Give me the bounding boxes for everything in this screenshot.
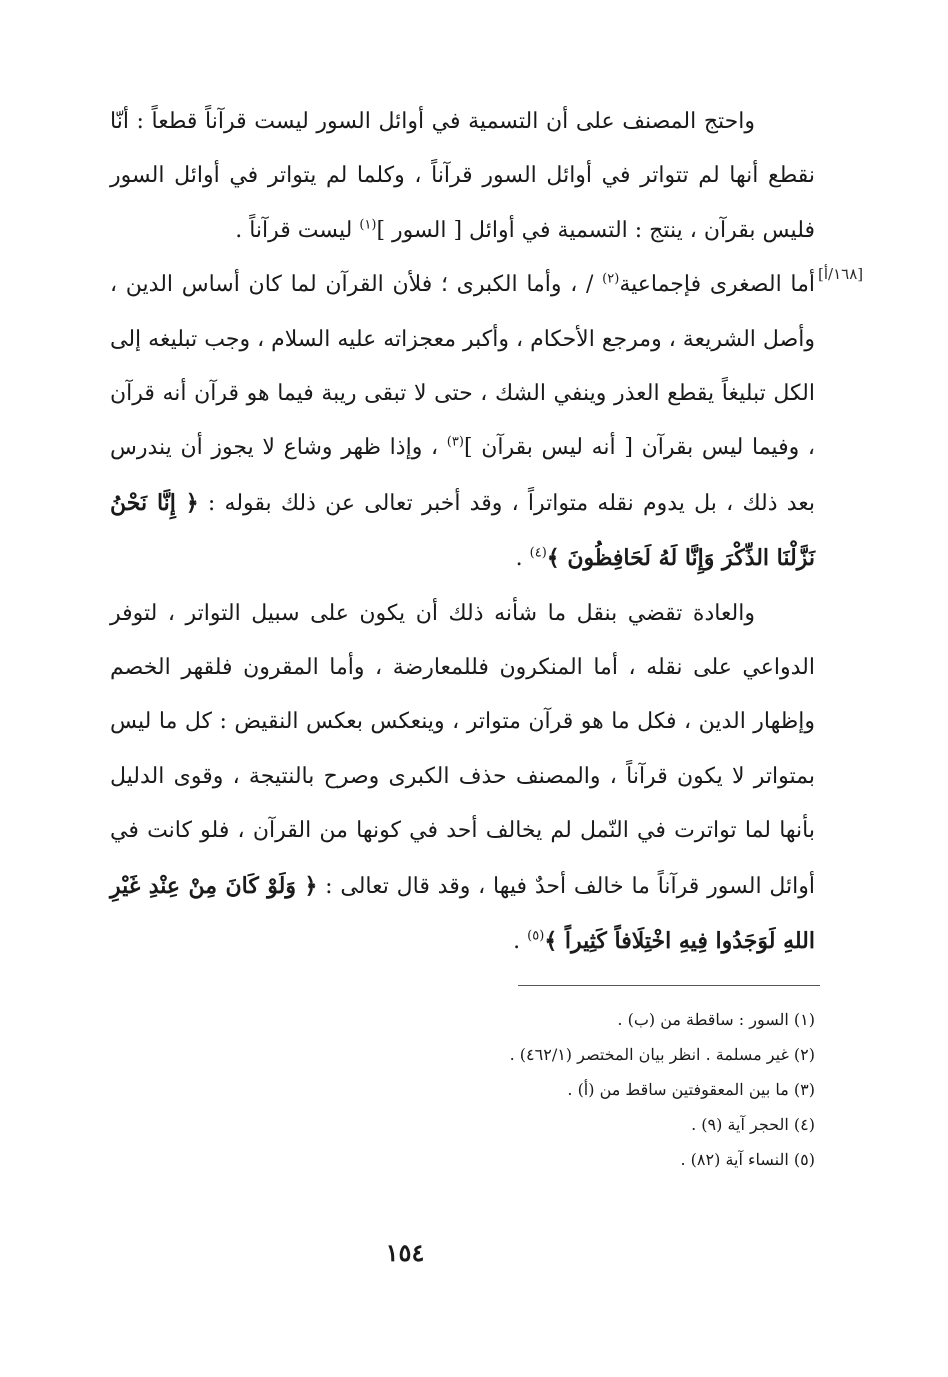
paragraph-2-text-c: ، وإذا ظهر وشاع لا يجوز أن يندرس بعد ذلك ، بل يدوم نقله متواتراً ، وقد أخبر تعالى عن ذلك بقوله :	[110, 435, 816, 516]
footnotes	[480, 1002, 815, 1177]
footnote-4: (٤) الحجر آية (٩) .	[691, 1115, 815, 1134]
paragraph-2	[110, 258, 815, 586]
paragraph-1	[110, 95, 815, 258]
paragraph-3-text: والعادة تقضي بنقل ما شأنه ذلك أن يكون على سبيل التواتر ، لتوفر الدواعي على نقله ، أما المنكرون فللمعارضة ، وأما المقرون فلقهر الخصم وإظهار الدين ، فكل ما هو قرآن متواتر ، وينعكس بعكس النقيض : كل ما ليس بمتواتر لا يكون قرآناً ، والمصنف حذف الكبرى وصرح بالنتيجة ، وقوى الدليل بأنها لما تواترت في النّمل لم يخالف أحد في كونها من القرآن ، فلو كانت في أوائل السور قرآناً ما خالف أحدٌ فيها ، وقد قال تعالى :	[110, 600, 815, 899]
footnote-ref-3[interactable]: (٣)	[446, 435, 464, 451]
quran-verse-2: ﴿ وَلَوْ كَانَ مِنْ عِنْدِ غَيْرِ اللهِ لَوَجَدُوا فِيهِ اخْتِلَافاً كَثِيراً ﴾	[110, 872, 815, 955]
paragraph-1-text: واحتج المصنف على أن التسمية في أوائل السور ليست قرآناً قطعاً : أنّا نقطع أنها لم تتواتر في أوائل السور قرآناً ، وكلما لم يتواتر في أوائل السور فليس بقرآن ، ينتج : التسمية في أوائل [ السور ]	[110, 109, 815, 243]
footnote-ref-1[interactable]: (١)	[359, 217, 377, 233]
paragraph-2-text-b: / ، وأما الكبرى ؛ فلأن القرآن لما كان أساس الدين ، وأصل الشريعة ، ومرجع الأحكام ، وأكبر معجزاته عليه السلام ، وجب تبليغه إلى الكل تبليغاً يقطع العذر وينفي الشك ، حتى لا تبقى ريبة فيما هو قرآن أنه قرآن ، وفيما ليس بقرآن [ أنه ليس بقرآن ]	[110, 272, 815, 461]
footnote-3: (٣) ما بين المعقوفتين ساقط من (أ) .	[567, 1080, 815, 1099]
footnote-ref-4[interactable]: (٤)	[529, 545, 547, 561]
quran-verse-1: ﴿ إِنَّا نَحْنُ نَزَّلْنَا الذِّكْرَ وَإِنَّا لَهُ لَحَافِظُونَ ﴾	[110, 489, 815, 572]
paragraph-1-end: ليست قرآناً .	[235, 217, 360, 243]
main-text	[110, 95, 815, 970]
footnote-divider	[518, 985, 820, 986]
footnote-1: (١) السور : ساقطة من (ب) .	[617, 1010, 815, 1029]
page-number: ١٥٤	[385, 1238, 425, 1267]
footnote-5: (٥) النساء آية (٨٢) .	[680, 1150, 815, 1169]
paragraph-3-end: .	[513, 929, 528, 955]
footnote-2: (٢) غير مسلمة . انظر بيان المختصر (٤٦٢/١) .	[509, 1045, 815, 1064]
manuscript-folio-marker: [١٦٨/أ]	[818, 265, 864, 283]
paragraph-2-text-a: أما الصغرى فإجماعية	[619, 272, 815, 298]
footnote-ref-2[interactable]: (٢)	[602, 271, 620, 287]
footnote-ref-5[interactable]: (٥)	[527, 928, 545, 944]
paragraph-2-end: .	[515, 546, 530, 572]
paragraph-3	[110, 587, 815, 970]
